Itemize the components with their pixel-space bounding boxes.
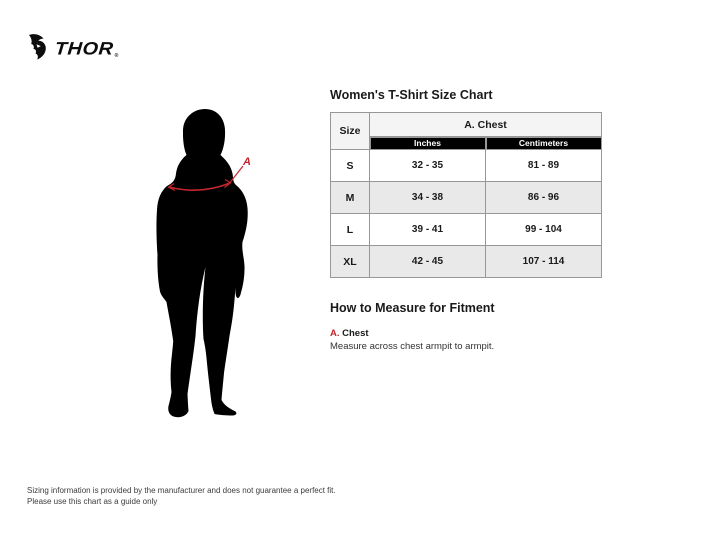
measurement-figure <box>140 103 290 425</box>
fitment-item-description: Measure across chest armpit to armpit. <box>330 341 495 352</box>
brand-logo <box>26 33 118 63</box>
centimeters-cell: 81 - 89 <box>486 150 602 182</box>
centimeters-cell: 107 - 114 <box>486 246 602 278</box>
fitment-item-letter: A. <box>330 328 340 339</box>
figure-canvas <box>140 103 290 425</box>
inches-cell: 39 - 41 <box>370 214 486 246</box>
centimeters-cell: 86 - 96 <box>486 182 602 214</box>
size-cell: S <box>331 150 370 182</box>
inches-cell: 42 - 45 <box>370 246 486 278</box>
table-row <box>331 214 602 246</box>
trademark-symbol: ® <box>114 53 119 59</box>
fitment-section <box>330 301 610 352</box>
fitment-item-label <box>330 328 610 339</box>
thor-goat-icon <box>26 33 50 63</box>
table-subheader-row <box>331 137 602 150</box>
inches-cell: 34 - 38 <box>370 182 486 214</box>
fitment-item-name: Chest <box>342 328 369 339</box>
table-row <box>331 182 602 214</box>
table-row <box>331 150 602 182</box>
fitment-title: How to Measure for Fitment <box>330 301 495 315</box>
size-chart-table <box>330 112 602 278</box>
size-cell: L <box>331 214 370 246</box>
column-header-centimeters: Centimeters <box>486 137 602 150</box>
size-cell: M <box>331 182 370 214</box>
female-silhouette <box>156 109 247 417</box>
size-cell: XL <box>331 246 370 278</box>
disclaimer-line-2: Please use this chart as a guide only <box>27 496 158 506</box>
table-row <box>331 246 602 278</box>
size-chart-title: Women's T-Shirt Size Chart <box>330 88 493 102</box>
disclaimer-line-1: Sizing information is provided by the manufacturer and does not guarantee a perfect fit. <box>27 486 336 495</box>
sizing-disclaimer <box>27 486 347 508</box>
centimeters-cell: 99 - 104 <box>486 214 602 246</box>
column-header-inches: Inches <box>370 137 486 150</box>
table-header-row <box>331 113 602 137</box>
chest-marker-label: A <box>243 156 251 168</box>
brand-wordmark: THOR <box>54 38 115 59</box>
column-header-chest: A. Chest <box>370 113 602 137</box>
inches-cell: 32 - 35 <box>370 150 486 182</box>
column-header-size: Size <box>331 113 370 150</box>
